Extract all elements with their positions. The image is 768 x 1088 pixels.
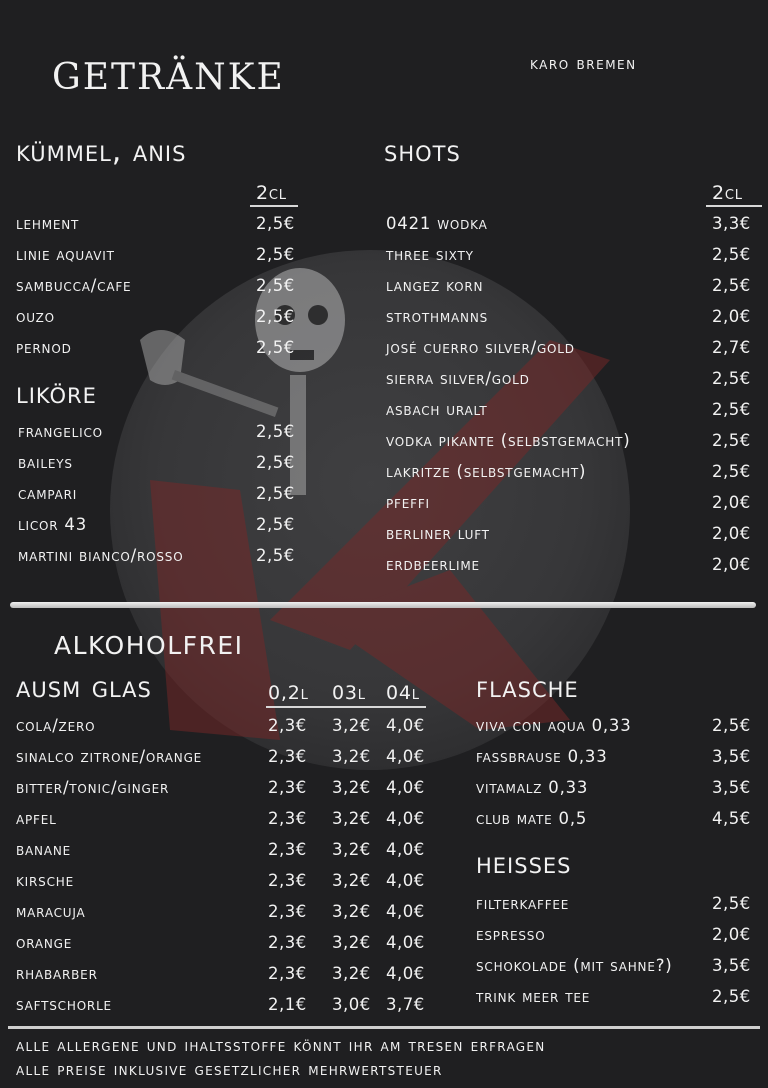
menu-item-name: viva con aqua 0,33 [476,716,632,735]
skeleton-icon [120,260,380,520]
menu-item-name: club mate 0,5 [476,809,588,828]
menu-item-price-02l: 2,3€ [268,747,307,766]
footer-vat-note: alle preise inklusive gesetzlicher mehrwertsteuer [16,1060,443,1080]
menu-item-name: ouzo [16,307,55,326]
footer-allergen-note: alle allergene und ihaltsstoffe könnt ihr am tresen erfragen [16,1036,546,1056]
menu-item-price-04l: 4,0€ [386,871,425,890]
menu-item-price: 2,5€ [256,453,295,472]
menu-item-name: lakritze (selbstgemacht) [386,462,587,481]
menu-item-name: sinalco zitrone/orange [16,747,203,766]
menu-item-name: frangelico [18,422,103,441]
menu-item-price: 2,5€ [256,276,295,295]
section-divider [10,602,756,608]
menu-item-price: 2,0€ [712,493,751,512]
menu-item-price: 2,5€ [256,214,295,233]
menu-item-price: 2,5€ [712,245,751,264]
size-underline-shots [706,205,762,207]
section-heading-glas: ausm glas [16,670,152,705]
menu-item-price: 2,5€ [256,338,295,357]
menu-item-name: martini bianco/rosso [18,546,184,565]
menu-item-name: saftschorle [16,995,112,1014]
menu-item-name: sambucca/cafe [16,276,132,295]
menu-item-name: asbach uralt [386,400,488,419]
menu-item-price: 2,7€ [712,338,751,357]
menu-item-price: 2,5€ [712,276,751,295]
menu-item-price: 2,5€ [712,431,751,450]
footer-divider [8,1026,760,1029]
menu-item-price-02l: 2,3€ [268,809,307,828]
menu-item-price-02l: 2,3€ [268,933,307,952]
menu-item-price: 3,3€ [712,214,751,233]
menu-item-name: vodka pikante (selbstgemacht) [386,431,631,450]
menu-item-price: 2,0€ [712,307,751,326]
section-heading-flasche: flasche [476,670,579,705]
menu-item-name: three sixty [386,245,474,264]
menu-item-name: filterkaffee [476,894,570,913]
menu-item-name: cola/zero [16,716,96,735]
section-heading-alkoholfrei: alkoholfrei [54,622,244,663]
menu-item-price-04l: 4,0€ [386,716,425,735]
menu-item-price: 2,5€ [712,400,751,419]
menu-item-name: maracuja [16,902,86,921]
menu-item-price-02l: 2,3€ [268,871,307,890]
size-header-03l: 03l [332,682,366,704]
menu-item-name: pernod [16,338,72,357]
menu-item-price-03l: 3,2€ [332,778,371,797]
menu-item-name: kirsche [16,871,74,890]
menu-item-name: fassbrause 0,33 [476,747,608,766]
menu-item-price: 2,5€ [712,462,751,481]
menu-item-price-04l: 4,0€ [386,809,425,828]
menu-item-price: 2,0€ [712,524,751,543]
size-underline-glas [266,706,426,708]
size-header-04l: 04l [386,682,420,704]
venue-name: karo bremen [530,54,637,74]
menu-item-price: 2,0€ [712,925,751,944]
menu-item-name: campari [18,484,78,503]
menu-item-price-04l: 3,7€ [386,995,425,1014]
menu-item-name: langez korn [386,276,484,295]
menu-item-name: banane [16,840,71,859]
menu-item-price-03l: 3,2€ [332,964,371,983]
menu-item-price-04l: 4,0€ [386,747,425,766]
menu-item-price: 2,0€ [712,555,751,574]
menu-item-price-04l: 4,0€ [386,933,425,952]
menu-item-price: 2,5€ [256,484,295,503]
menu-item-price-02l: 2,3€ [268,778,307,797]
menu-item-name: erdbeerlime [386,555,480,574]
menu-item-price: 2,5€ [256,515,295,534]
menu-item-name: josé cuerro silver/gold [386,338,575,357]
menu-item-price-02l: 2,3€ [268,964,307,983]
menu-item-name: sierra silver/gold [386,369,530,388]
menu-item-price-03l: 3,2€ [332,933,371,952]
menu-item-price: 3,5€ [712,956,751,975]
menu-item-price: 2,5€ [256,546,295,565]
size-header-02l: 0,2l [268,682,309,704]
menu-item-name: lehment [16,214,80,233]
menu-item-name: trink meer tee [476,987,591,1006]
menu-item-price: 4,5€ [712,809,751,828]
size-underline [250,205,298,207]
menu-item-price-03l: 3,2€ [332,716,371,735]
menu-item-name: vitamalz 0,33 [476,778,589,797]
menu-item-price-04l: 4,0€ [386,778,425,797]
menu-item-price-03l: 3,2€ [332,871,371,890]
menu-item-name: orange [16,933,73,952]
menu-item-price: 2,5€ [712,369,751,388]
menu-item-price-04l: 4,0€ [386,840,425,859]
menu-item-price-04l: 4,0€ [386,902,425,921]
menu-item-price: 3,5€ [712,747,751,766]
size-header-shots: 2cl [712,182,743,204]
menu-item-name: strothmanns [386,307,489,326]
section-heading-heisses: heisses [476,846,572,881]
menu-item-price-04l: 4,0€ [386,964,425,983]
section-heading-shots: shots [384,134,461,169]
menu-item-price-03l: 3,0€ [332,995,371,1014]
menu-item-price-02l: 2,3€ [268,716,307,735]
section-heading-kuemmel: kümmel, anis [16,134,187,169]
menu-item-price-02l: 2,3€ [268,840,307,859]
menu-item-name: bitter/tonic/ginger [16,778,170,797]
menu-item-name: berliner luft [386,524,490,543]
menu-item-price: 2,5€ [712,716,751,735]
menu-item-name: licor 43 [18,515,88,534]
menu-item-price: 2,5€ [712,894,751,913]
menu-item-price: 2,5€ [712,987,751,1006]
menu-item-price: 2,5€ [256,307,295,326]
menu-item-name: apfel [16,809,57,828]
menu-item-name: rhabarber [16,964,98,983]
menu-item-name: baileys [18,453,73,472]
menu-item-price-02l: 2,1€ [268,995,307,1014]
menu-item-price-03l: 3,2€ [332,747,371,766]
page-title: getränke [52,42,285,102]
menu-item-price-02l: 2,3€ [268,902,307,921]
menu-item-name: linie aquavit [16,245,115,264]
menu-item-price: 3,5€ [712,778,751,797]
menu-item-price-03l: 3,2€ [332,809,371,828]
menu-item-price: 2,5€ [256,245,295,264]
size-header-2cl: 2cl [256,182,287,204]
menu-item-price-03l: 3,2€ [332,840,371,859]
section-heading-likoere: liköre [16,376,97,411]
menu-item-price: 2,5€ [256,422,295,441]
menu-item-name: schokolade (mit sahne?) [476,956,673,975]
menu-item-name: 0421 wodka [386,214,488,233]
menu-item-price-03l: 3,2€ [332,902,371,921]
menu-item-name: pfeffi [386,493,430,512]
menu-item-name: espresso [476,925,546,944]
